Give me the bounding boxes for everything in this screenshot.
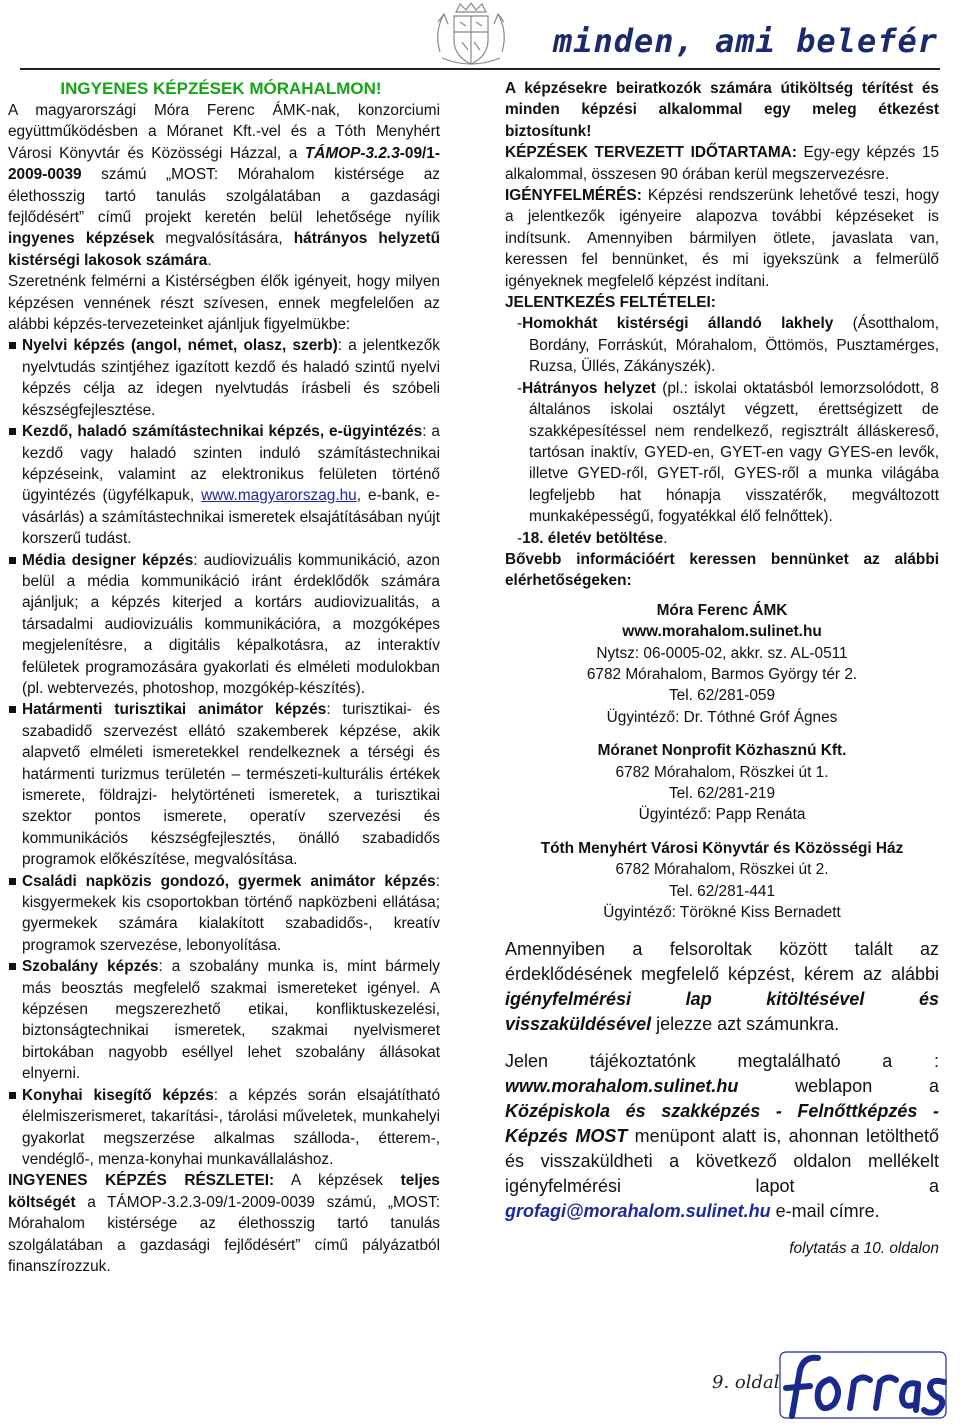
condition-title: Hátrányos helyzet: [522, 379, 656, 397]
info-heading: Bővebb információért keressen bennünket az alábbi elérhetőségeken:: [505, 550, 939, 590]
contact-website-link[interactable]: www.morahalom.sulinet.hu: [622, 623, 822, 641]
list-item-kitchen: [8, 1085, 440, 1171]
project-code: TÁMOP-3.2.3-: [304, 144, 405, 162]
contact-name: Tóth Menyhért Városi Könyvtár és Közösségi Ház: [540, 839, 904, 857]
details-heading: INGYENES KÉPZÉS RÉSZLETEI:: [8, 1172, 275, 1190]
closing-text: Amennyiben a felsoroltak között talált az érdeklődésének megfelelő képzést, kérem az alábbi: [505, 939, 939, 985]
contact-person: Ügyintéző: Papp Renáta: [638, 806, 806, 824]
condition-disadvantaged: -Hátrányos helyzet (pl.: iskolai oktatásból lemorzsolódott, 8 általános iskolai osztályt végzett, érettségizett de szakképesítéssel nem rendelkező, regisztrált álláskereső, tartósan inaktív, GYED-en, GYET-en vagy GYES-en levők, illetve GYED-ről, GYET-ről, GYES-ről a munka világába legfeljebb hat hónapja visszatérők, megváltozott munkaképességű, fogyatékkal élő felnőttek).: [517, 379, 939, 526]
contact-address: 6782 Mórahalom, Barmos György tér 2.: [586, 665, 858, 683]
contact-address: 6782 Mórahalom, Röszkei út 1.: [615, 763, 829, 781]
notice-text-3: menüpont alatt is, ahonnan letölthető és visszaküldheti a következő oldalon mellékelt igényfelmérési lapot a: [505, 1126, 940, 1197]
town-crest-icon: [430, 2, 512, 68]
list-item-text: : a képzés során elsajátítható élelmiszerismeret, takarítási-, tárolási műveletek, munkahelyi gyakorlat megszerzése alkalmas szálloda-, étterem-, vendéglő-, menza-konyhai munkavállaláshoz.: [22, 1086, 441, 1168]
list-item-title: Szobalány képzés: [22, 958, 159, 976]
bullet-icon: [9, 963, 16, 970]
list-item-tourism: [8, 699, 440, 870]
needs-heading: IGÉNYFELMÉRÉS:: [505, 187, 642, 205]
contact-person: Ügyintéző: Dr. Tóthné Gróf Ágnes: [606, 708, 838, 726]
needs-text: Képzési rendszerünk lehetővé teszi, hogy a jelentkezők igényeire alapozva további képzéseket is indítsunk. Amennyiben bármilyen ötlete, javaslata van, keressen fel bennünket, és mi igyekszünk a felmerülő igényeknek megfelelő képzést indítani.: [505, 187, 939, 290]
list-item-title: Kezdő, haladó számítástechnikai képzés, e-ügyintézés: [22, 423, 423, 441]
notice-text-4: e-mail címre.: [770, 1201, 880, 1222]
page-number: 9. oldal: [712, 1372, 780, 1393]
header-divider: [20, 68, 940, 70]
list-item-text: : turisztikai- és szabadidő szervezést ellátó szakemberek képzése, akik alapvető elméleti ismeretekkel rendelkeznek a térségi és határmenti turizmus területén – természeti-kulturális értékek ismerete, földrajzi- helytörténeti ismeretek, a turisztikai szektor pontos ismerete, operatív szervezési és kommunikációs készségfejlesztés, önálló szabadidős programok előkészítése, megvalósítása.: [22, 701, 440, 869]
conditions-heading: JELENTKEZÉS FELTÉTELEI:: [505, 294, 716, 312]
notice-menu-path: Középiskola és szakképzés - Felnőttképzés - Képzés MOST: [505, 1101, 939, 1147]
condition-title: 18. életév betöltése: [522, 529, 664, 547]
contact-name: Móra Ferenc ÁMK: [656, 601, 788, 619]
magyarorszag-link[interactable]: www.magyarorszag.hu: [201, 487, 357, 505]
intro-text: A magyarországi Móra Ferenc ÁMK-nak, konzorciumi együttműködésben a Móranet Kft.-vel és a Tóth Menyhért Városi Könyvtár és Közösségi Házzal, a: [8, 102, 440, 162]
bullet-icon: [9, 878, 16, 885]
list-item-title: Határmenti turisztikai animátor képzés: [22, 701, 327, 719]
list-item-text-2: , e-bank, e-vásárlás) a számítástechnikai ismeretek elsajátításában nyújt korszerű tudást.: [22, 487, 440, 548]
right-column: [505, 78, 939, 1260]
contact-person: Ügyintéző: Törökné Kiss Bernadett: [603, 904, 841, 922]
duration-paragraph: [505, 142, 939, 185]
list-item-text: : kisgyermekek kis csoportokban történő napközbeni ellátása; gyermekek számára kialakított szabadidős-, kreatív programok szervezése, lebonyolítása.: [22, 872, 440, 954]
condition-text: (pl.: iskolai oktatásból lemorzsolódott, 8 általános iskolai osztályt végzett, érettségizett de szakképesítéssel nem rendelkező, regisztrált álláskereső, tartósan inaktív, GYED-en, GYET-en vagy GYES-en levők, illetve GYED-ről, GYET-ről, GYES-ről a munka világába legfeljebb hat hónapja visszatérők, megváltozott munkaképességű, fogyatékkal élő felnőttek).: [529, 379, 939, 526]
contact-block-library: [505, 838, 939, 924]
list-item-language: [8, 335, 440, 421]
condition-text: (Ásotthalom, Bordány, Forráskút, Mórahalom, Öttömös, Pusztamérges, Ruzsa, Üllés, Zákányszék).: [529, 315, 939, 376]
intro-bold: ingyenes képzések: [8, 230, 155, 248]
intro-bold-2: hátrányos helyzetű kistérségi lakosok számára: [8, 230, 440, 269]
header-slogan: minden, ami belefér: [552, 22, 938, 60]
intro-end: .: [207, 251, 212, 269]
condition-end: .: [663, 529, 668, 547]
closing-text-2: jelezze azt számunkra.: [651, 1014, 840, 1035]
list-item-housekeeping: [8, 956, 440, 1084]
bullet-icon: [9, 342, 16, 349]
notice-website-link[interactable]: www.morahalom.sulinet.hu: [505, 1076, 739, 1097]
details-paragraph: [8, 1170, 440, 1277]
contact-registration: Nytsz: 06-0005-02, akkr. sz. AL-0511: [596, 644, 848, 662]
list-item-text: : a jelentkezők nyelvtudás szintjéhez igazított kezdő és haladó szintű nyelvi képzés célja az idegen nyelvtudás írásbeli és szóbeli készségfejlesztése.: [22, 337, 440, 419]
contact-phone: Tel. 62/281-441: [668, 882, 776, 900]
contact-block-amk: [505, 600, 939, 728]
email-link[interactable]: grofagi@morahalom.sulinet.hu: [505, 1201, 771, 1222]
condition-title: Homokhát kistérségi állandó lakhely: [522, 315, 834, 333]
condition-residence: -Homokhát kistérségi állandó lakhely (Ásotthalom, Bordány, Forráskút, Mórahalom, Öttömös, Pusztamérges, Ruzsa, Üllés, Zákányszék).: [517, 315, 939, 376]
intro-text-3: megvalósítására,: [154, 230, 294, 248]
bullet-icon: [9, 428, 16, 435]
details-text-2: a TÁMOP-3.2.3-09/1-2009-0039 számú, „MOST: Mórahalom kistérsége az élethosszig tartó tanulás szolgálatában a gazdasági fejlődésért” című pályázatból finanszírozzuk.: [8, 1193, 440, 1275]
contact-address: 6782 Mórahalom, Röszkei út 2.: [615, 861, 829, 879]
duration-heading: KÉPZÉSEK TERVEZETT IDŐTARTAMA:: [505, 144, 797, 162]
list-item-childcare: [8, 871, 440, 957]
project-code-end: 09/1-2009-0039: [8, 144, 440, 184]
intro-text-2: számú „MOST: Mórahalom kistérsége az élethosszig tartó tanulás szolgálatában a gazdasági fejlődésért” című projekt keretén belül lehetősége nyílik: [8, 166, 440, 227]
contact-phone: Tel. 62/281-219: [668, 785, 776, 802]
survey-needs-paragraph: [505, 185, 939, 292]
list-item-title: Nyelvi képzés (angol, német, olasz, szerb): [22, 337, 338, 355]
continued-note: folytatás a 10. oldalon: [789, 1240, 939, 1258]
notice-paragraph: [505, 1049, 939, 1224]
page-title: INGYENES KÉPZÉSEK MÓRAHALMON!: [60, 79, 382, 98]
bullet-icon: [9, 706, 16, 713]
closing-paragraph: [505, 937, 939, 1037]
list-item-text: : audiovizuális kommunikáció, azon belül a média kommunikáció iránt érdeklődők számára ajánljuk; a képzés kiterjed a kortárs audiovizualitás, a társadalmi audiovizuális kommunikációra, a mozgóképes megjelenítésre, a digitális képalkotásra, az interaktív felületek programozására gyakorlati és elméleti modulokban (pl. webtervezés, photoshop, mozgókép-készítés).: [22, 551, 440, 697]
notice-text: Jelen tájékoztatónk megtalálható a :: [505, 1051, 939, 1072]
list-item-it: [8, 421, 440, 549]
bullet-icon: [9, 1092, 16, 1099]
left-column: [8, 78, 440, 1277]
notice-text-2: weblapon a: [738, 1076, 939, 1097]
survey-paragraph: Szeretnénk felmérni a Kistérségben élők igényeit, hogy milyen képzésen vennének részt szívesen, ennek megfelelően az alábbi képzés-tervezeteinket ajánljuk figyelmükbe:: [8, 273, 440, 334]
details-text: A képzések: [274, 1172, 401, 1190]
closing-emphasis: igényfelmérési lap kitöltésével és visszaküldésével: [505, 989, 939, 1035]
contact-block-moranet: [505, 740, 939, 826]
list-item-text: : a kezdő vagy haladó szinten induló számítástechnikai képzéseink, valamint az elektronikus felületen történő ügyintézés (ügyfélkapuk,: [22, 423, 440, 505]
list-item-media: [8, 550, 440, 700]
list-item-title: Média designer képzés: [22, 551, 194, 569]
forras-logo-icon: [778, 1350, 948, 1420]
condition-age: -18. életév betöltése.: [517, 529, 668, 547]
list-item-text: : a szobalány munka is, mint bármely más beosztás megfelelő szakmai ismereteket igényel. A képzésen megszerezhető etikai, konfliktuskezelési, biztonságtechnikai ismeretek, szakmai nyelvismeret birtokában nagyobb eséllyel lehet szobalány állásokat elnyerni.: [22, 958, 440, 1083]
list-item-title: Konyhai kisegítő képzés: [22, 1086, 214, 1104]
contact-name: Móranet Nonprofit Közhasznú Kft.: [597, 742, 847, 760]
intro-paragraph: [8, 100, 440, 271]
contact-phone: Tel. 62/281-059: [668, 687, 776, 705]
details-bold: teljes költségét: [8, 1172, 440, 1211]
duration-text: Egy-egy képzés 15 alkalommal, összesen 90 órában kerül megszervezésre.: [505, 144, 940, 183]
bullet-icon: [9, 557, 16, 564]
travel-paragraph: A képzésekre beiratkozók számára útiköltség térítést és minden képzési alkalommal egy meleg étkezést biztosítunk!: [505, 80, 939, 140]
list-item-title: Családi napközis gondozó, gyermek animátor képzés: [22, 872, 436, 890]
